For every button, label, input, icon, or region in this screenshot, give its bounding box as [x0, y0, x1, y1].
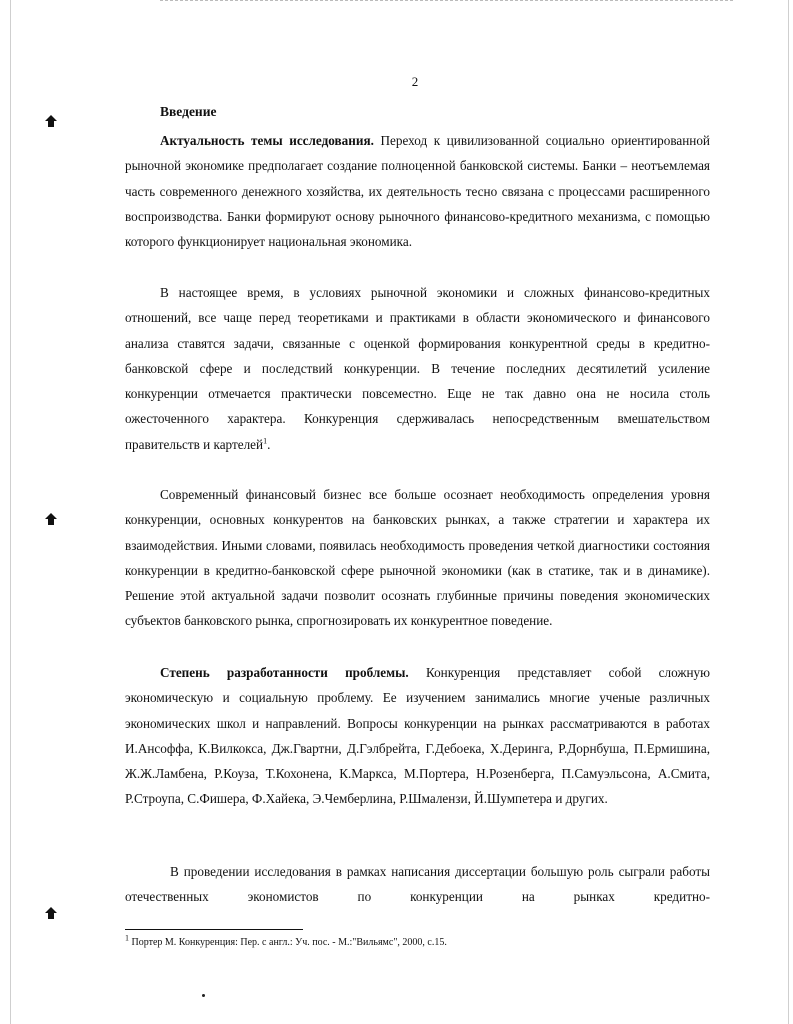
paragraph-business: [125, 482, 710, 634]
paragraph-text: Переход к цивилизованной социально ориентированной рыночной экономике предполагает создание полноценной банковской системы. Банки – неотъемлемая часть современного денежного хозяйства, их деятельность тесно связана с процессами расширенного воспроизводства. Банки формируют основу рыночного финансово-кредитного механизма, с помощью которого функционирует национальная экономика.: [125, 133, 710, 250]
section-title: Введение: [160, 104, 217, 119]
paragraph-lead: Степень разработанности проблемы.: [160, 665, 409, 680]
paragraph-research: [125, 859, 710, 910]
paragraph-text: В проведении исследования в рамках написания диссертации большую роль сыграли работы отечественных экономистов по конкуренции на рынках кредитно-: [125, 864, 710, 905]
paragraph-text: Современный финансовый бизнес все больше осознает необходимость определения уровня конкуренции, основных конкурентов на банковских рынках, а также стратегии и характера их взаимодействия. Иными словами, появилась необходимость проведения четкой диагностики состояния конкуренции в кредитно-банковской сфере рыночной экономики (как в статике, так и в динамике). Решение этой актуальной задачи позволит осознать глубинные причины поведения экономических субъектов банковского рынка, спрогнозировать их конкурентное поведение.: [125, 487, 710, 629]
scan-right-edge: [788, 0, 789, 1024]
margin-mark-icon: [44, 114, 58, 128]
margin-mark-icon: [44, 906, 58, 920]
paragraph-text: Конкуренция представляет собой сложную экономическую и социальную проблему. Ее изучением занимались многие ученые различных экономических школ и направлений. Вопросы конкуренции на рынках рассматриваются в работах И.Ансоффа, К.Вилкокса, Дж.Гвартни, Д.Гэлбрейта, Г.Дебоека, Х.Деринга, Р.Дорнбуша, П.Ермишина, Ж.Ж.Ламбена, Р.Коуза, Т.Кохонена, К.Маркса, М.Портера, Н.Розенберга, П.Самуэльсона, А.Смита, Р.Строупа, С.Фишера, Ф.Хайека, Э.Чемберлина, Р.Шмалензи, Й.Шумпетера и других.: [125, 665, 710, 807]
footnote-divider: [125, 929, 303, 930]
scan-speck: [202, 994, 205, 997]
footnote-reference[interactable]: 1: [263, 436, 268, 446]
paragraph-lead: Актуальность темы исследования.: [160, 133, 374, 148]
paragraph-end: .: [267, 436, 271, 452]
paragraph-context: [125, 280, 710, 457]
footnote: [125, 933, 710, 950]
paragraph-relevance: [125, 128, 710, 254]
footnote-number: 1: [125, 933, 129, 943]
margin-mark-icon: [44, 512, 58, 526]
scan-top-edge: [160, 0, 733, 3]
paragraph-text: В настоящее время, в условиях рыночной экономики и сложных финансово-кредитных отношений, все чаще перед теоретиками и практиками в области экономического и финансового анализа ставятся задачи, связанные с оценкой формирования конкурентной среды в кредитно-банковской сфере и последствий конкуренции. В течение последних десятилетий усиление конкуренции отмечается практически повсеместно. Еще не так давно она не носила столь ожесточенного характера. Конкуренция сдерживалась непосредственным вмешательством правительств и картелей: [125, 285, 710, 452]
paragraph-problem-degree: [125, 660, 710, 812]
scan-left-edge: [10, 0, 11, 1024]
footnote-text: Портер М. Конкуренция: Пер. с англ.: Уч. пос. - М.:"Вильямс", 2000, с.15.: [129, 937, 447, 948]
page-number: 2: [411, 74, 419, 89]
